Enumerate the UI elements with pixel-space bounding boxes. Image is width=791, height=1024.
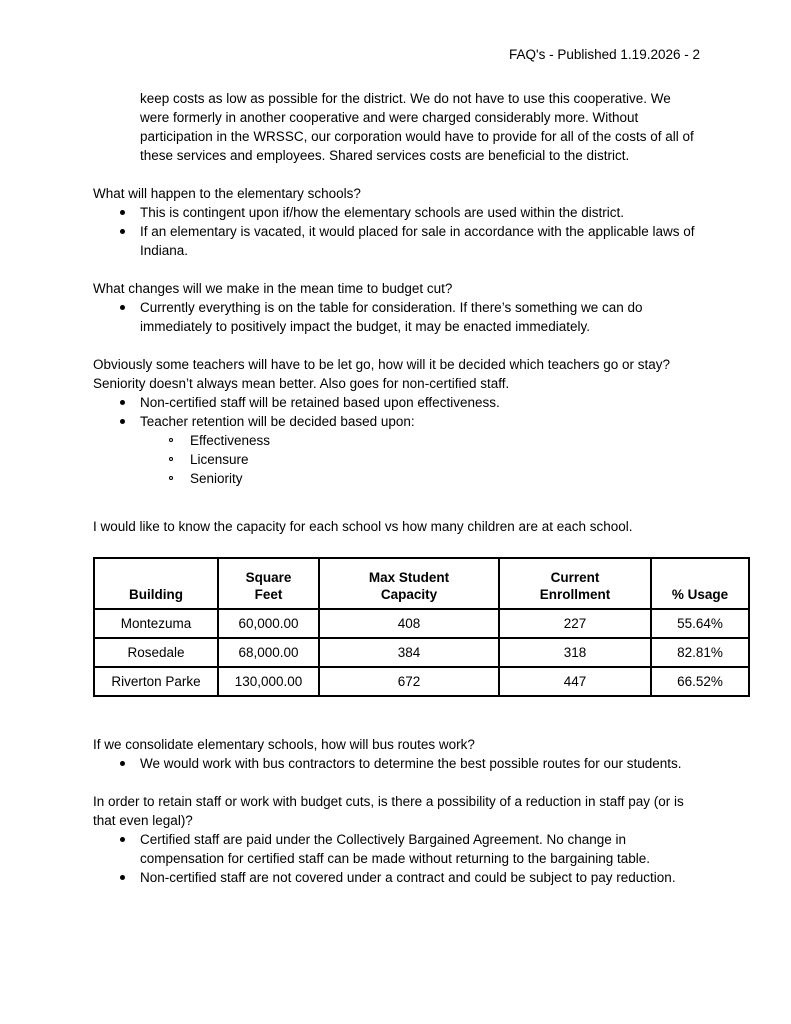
- cell-building: Montezuma: [94, 609, 218, 638]
- capacity-table-head: [94, 558, 749, 609]
- cell-current-enrollment: 227: [499, 609, 651, 638]
- table-row: [94, 609, 749, 638]
- answer-list-staff-pay-reduction: [93, 830, 701, 887]
- table-header-row: [94, 558, 749, 609]
- column-header-square-feet: [218, 558, 319, 609]
- question-staff-pay-reduction: In order to retain staff or work with budget cuts, is there a possibility of a reduction in staff pay (or is that even legal)?: [93, 794, 684, 828]
- cell-max-capacity: 672: [319, 667, 499, 696]
- cell-building: Rosedale: [94, 638, 218, 667]
- cell-square-feet: 130,000.00: [218, 667, 319, 696]
- question-budget-cut: What changes will we make in the mean time to budget cut?: [93, 281, 453, 296]
- spacer: [93, 165, 701, 184]
- header-line-2: Capacity: [380, 587, 438, 602]
- spacer: [93, 773, 701, 792]
- answer-list-budget-cut: [93, 298, 701, 336]
- question-teacher-retention: Obviously some teachers will have to be let go, how will it be decided which teachers go or stay? Seniority doesn’t always mean better. Also goes for non-certified staff.: [93, 357, 671, 391]
- column-header-max-capacity: [319, 558, 499, 609]
- table-row: [94, 638, 749, 667]
- header-line-1: Current: [550, 570, 600, 585]
- list-item: Effectiveness: [140, 431, 701, 450]
- list-item: This is contingent upon if/how the elementary schools are used within the district.: [93, 203, 701, 222]
- cell-max-capacity: 384: [319, 638, 499, 667]
- header-line-1: Max Student: [368, 570, 450, 585]
- list-item: [93, 412, 701, 488]
- spacer: [93, 507, 701, 517]
- cell-square-feet: 68,000.00: [218, 638, 319, 667]
- header-line-2: Enrollment: [539, 587, 611, 602]
- list-item: Non-certified staff will be retained based upon effectiveness.: [93, 393, 701, 412]
- cell-percent-usage: 55.64%: [651, 609, 749, 638]
- list-item-label: Teacher retention will be decided based upon:: [140, 414, 415, 429]
- cell-max-capacity: 408: [319, 609, 499, 638]
- list-item: Licensure: [140, 450, 701, 469]
- spacer: [93, 488, 701, 507]
- question-school-capacity: I would like to know the capacity for each school vs how many children are at each school.: [93, 519, 633, 534]
- list-item: Currently everything is on the table for consideration. If there’s something we can do immediately to positively impact the budget, it may be enacted immediately.: [93, 298, 701, 336]
- answer-list-elementary-schools: [93, 203, 701, 260]
- spacer: [93, 336, 701, 355]
- spacer: [93, 697, 701, 716]
- column-header-building: Building: [94, 558, 218, 609]
- header-line-2: Feet: [254, 587, 283, 602]
- page-header: FAQ's - Published 1.19.2026 - 2: [509, 47, 700, 62]
- list-item: We would work with bus contractors to determine the best possible routes for our students.: [93, 754, 701, 773]
- capacity-table-container: [93, 557, 729, 697]
- header-line-1: Square: [245, 570, 292, 585]
- capacity-table-body: [94, 609, 749, 696]
- capacity-table: [93, 557, 750, 697]
- document-body: [93, 89, 729, 887]
- cell-current-enrollment: 318: [499, 638, 651, 667]
- spacer: [93, 260, 701, 279]
- list-item: If an elementary is vacated, it would placed for sale in accordance with the applicable laws of Indiana.: [93, 222, 701, 260]
- question-bus-routes: If we consolidate elementary schools, how will bus routes work?: [93, 737, 475, 752]
- cell-percent-usage: 66.52%: [651, 667, 749, 696]
- spacer: [93, 716, 701, 735]
- column-header-current-enrollment: [499, 558, 651, 609]
- question-elementary-schools: What will happen to the elementary schools?: [93, 186, 361, 201]
- retention-criteria-list: [140, 431, 701, 488]
- cell-square-feet: 60,000.00: [218, 609, 319, 638]
- list-item: Seniority: [140, 469, 701, 488]
- cell-building: Riverton Parke: [94, 667, 218, 696]
- list-item: Non-certified staff are not covered under a contract and could be subject to pay reduction.: [93, 868, 701, 887]
- table-row: [94, 667, 749, 696]
- cell-current-enrollment: 447: [499, 667, 651, 696]
- cell-percent-usage: 82.81%: [651, 638, 749, 667]
- column-header-percent-usage: % Usage: [651, 558, 749, 609]
- list-item: Certified staff are paid under the Collectively Bargained Agreement. No change in compensation for certified staff can be made without returning to the bargaining table.: [93, 830, 701, 868]
- continued-paragraph: keep costs as low as possible for the district. We do not have to use this cooperative. We were formerly in another cooperative and were charged considerably more. Without participation in the WRSSC, our corporation would have to provide for all of the costs of all of these services and employees. Shared services costs are beneficial to the district.: [140, 91, 694, 163]
- answer-list-bus-routes: [93, 754, 701, 773]
- answer-list-teacher-retention: [93, 393, 701, 488]
